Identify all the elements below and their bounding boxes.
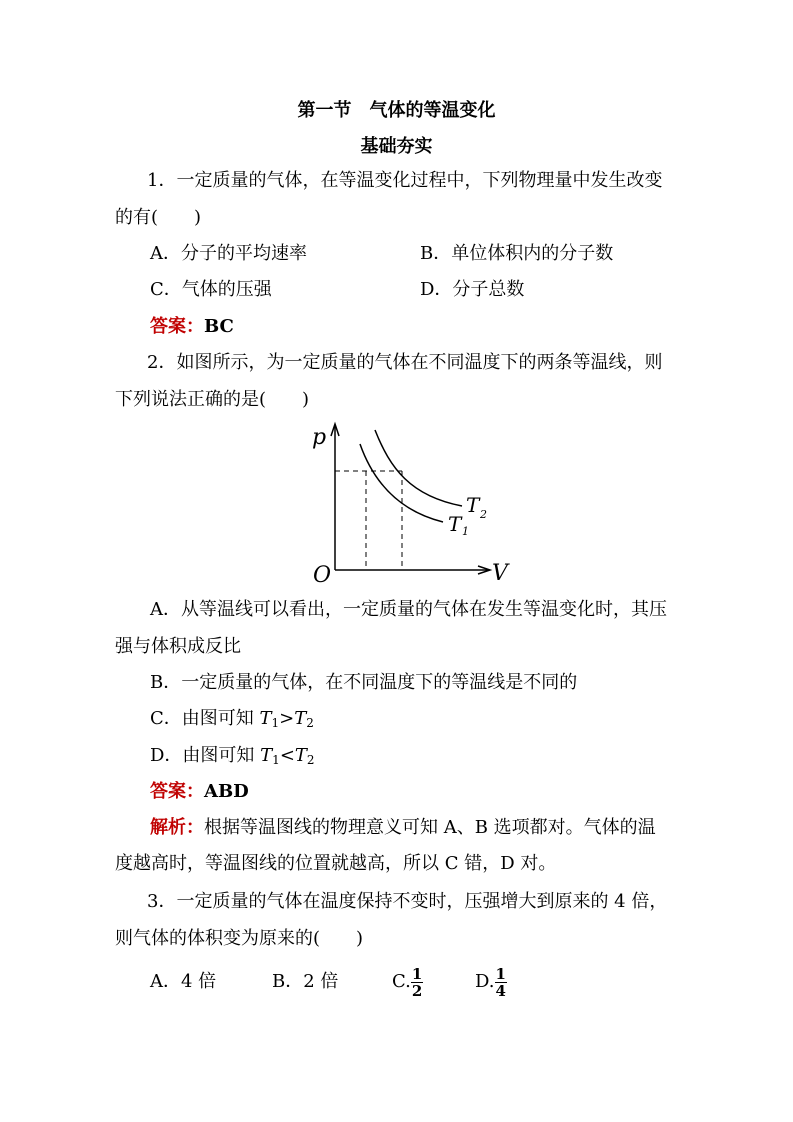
section-heading: 基础夯实 bbox=[360, 136, 433, 157]
curve-label-t2: T bbox=[466, 493, 480, 517]
q2-option-a-line1: A．从等温线可以看出，一定质量的气体在发生等温变化时，其压 bbox=[150, 599, 667, 620]
q3-stem-line1: 3．一定质量的气体在温度保持不变时，压强增大到原来的 4 倍， bbox=[147, 891, 668, 912]
answer-label: 答案： bbox=[150, 316, 204, 337]
q3-option-a: A．4 倍 bbox=[150, 971, 217, 992]
isotherm-graph bbox=[300, 418, 520, 588]
q2-stem-line1: 2．如图所示，为一定质量的气体在不同温度下的两条等温线，则 bbox=[147, 352, 663, 373]
q2-option-c bbox=[150, 707, 720, 735]
symbol-t: T bbox=[294, 708, 307, 729]
q2-stem-line2: 下列说法正确的是( ) bbox=[115, 389, 310, 410]
option-d-prefix: D．由图可知 bbox=[150, 745, 261, 766]
q1-option-c: C．气体的压强 bbox=[150, 279, 272, 300]
symbol-t: T bbox=[294, 745, 307, 766]
denominator: 2 bbox=[411, 981, 423, 1000]
operator: < bbox=[279, 745, 295, 766]
symbol-t: T bbox=[259, 708, 272, 729]
option-d-prefix: D. bbox=[475, 971, 495, 992]
answer-value: BC bbox=[204, 316, 234, 337]
subscript: 1 bbox=[271, 716, 280, 730]
q1-option-b: B．单位体积内的分子数 bbox=[420, 243, 614, 264]
isotherm-t2 bbox=[375, 430, 462, 506]
curve-label-t1-sub: 1 bbox=[462, 525, 469, 538]
curve-label-t1: T bbox=[448, 512, 462, 536]
analysis-text: 根据等温图线的物理意义可知 A、B 选项都对。气体的温 bbox=[204, 817, 656, 838]
q2-answer bbox=[150, 780, 720, 804]
q2-analysis-line1 bbox=[150, 816, 720, 840]
numerator: 1 bbox=[411, 964, 423, 983]
answer-value: ABD bbox=[204, 781, 249, 802]
fraction-one-half bbox=[411, 966, 423, 999]
q3-stem-line2: 则气体的体积变为原来的( ) bbox=[115, 928, 364, 949]
answer-label: 答案： bbox=[150, 781, 204, 802]
q1-option-a: A．分子的平均速率 bbox=[150, 243, 307, 264]
subscript: 2 bbox=[306, 753, 315, 767]
page-title: 第一节 气体的等温变化 bbox=[297, 100, 496, 121]
q1-answer bbox=[150, 315, 720, 339]
analysis-label: 解析： bbox=[150, 817, 204, 838]
fraction-one-quarter bbox=[495, 966, 507, 999]
curve-label-t2-sub: 2 bbox=[480, 508, 487, 521]
q2-analysis-line2: 度越高时，等温图线的位置就越高，所以 C 错，D 对。 bbox=[115, 853, 557, 874]
x-axis-label: V bbox=[492, 561, 508, 586]
option-c-prefix: C. bbox=[392, 971, 411, 992]
y-axis-label: p bbox=[312, 425, 327, 450]
numerator: 1 bbox=[495, 964, 506, 983]
denominator: 4 bbox=[495, 981, 506, 1000]
option-c-prefix: C．由图可知 bbox=[150, 708, 260, 729]
q2-option-d bbox=[150, 744, 720, 772]
operator: > bbox=[279, 708, 295, 729]
q3-option-b: B．2 倍 bbox=[272, 971, 339, 992]
origin-label: O bbox=[313, 563, 332, 588]
subscript: 1 bbox=[272, 753, 280, 767]
q1-option-d: D．分子总数 bbox=[420, 279, 525, 300]
q1-stem-line1: 1．一定质量的气体，在等温变化过程中，下列物理量中发生改变 bbox=[147, 170, 663, 191]
symbol-t: T bbox=[260, 745, 273, 766]
q1-stem-line2: 的有( ) bbox=[115, 207, 202, 228]
q2-option-a-line2: 强与体积成反比 bbox=[115, 636, 241, 657]
subscript: 2 bbox=[306, 716, 314, 730]
q3-option-d bbox=[475, 962, 793, 1002]
q2-option-b: B．一定质量的气体，在不同温度下的等温线是不同的 bbox=[150, 672, 578, 693]
